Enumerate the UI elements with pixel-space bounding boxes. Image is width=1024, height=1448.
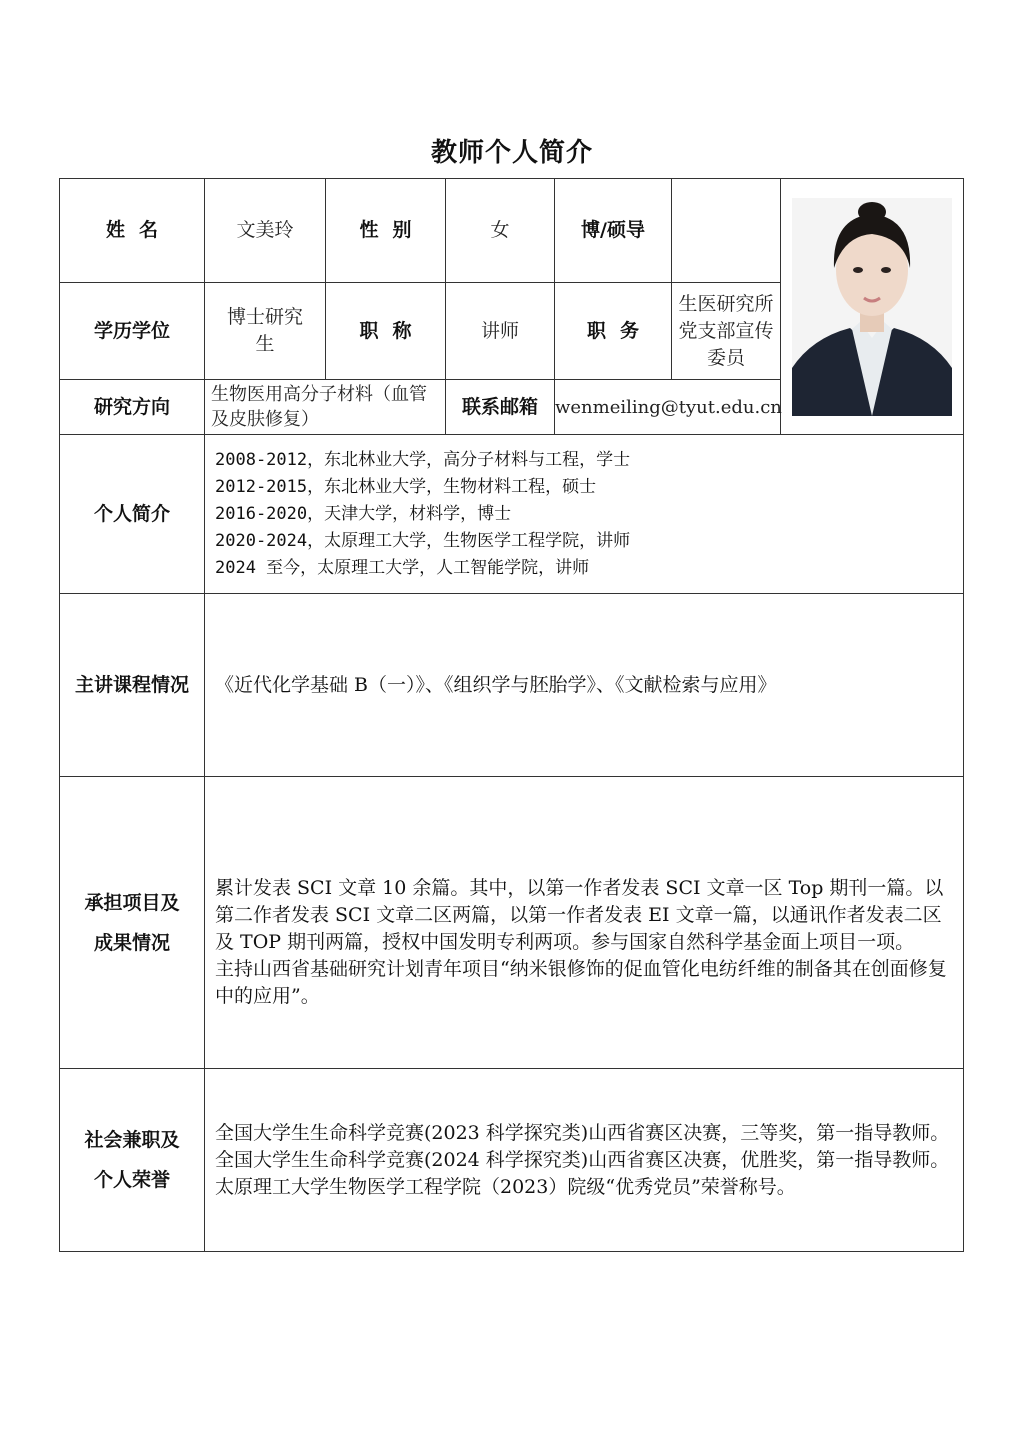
page-title: 教师个人简介 <box>430 138 593 168</box>
honors-paragraph: 全国大学生生命科学竞赛(2024 科学探究类)山西省赛区决赛，优胜奖，第一指导教师。 <box>215 1148 950 1171</box>
gender-label: 性别 <box>326 179 446 283</box>
honors-label: 社会兼职及 个人荣誉 <box>60 1069 205 1252</box>
bio-line: 2012-2015，东北林业大学，生物材料工程，硕士 <box>215 476 597 497</box>
research-label: 研究方向 <box>60 380 205 435</box>
bio-content <box>205 435 964 594</box>
bio-line: 2008-2012，东北林业大学，高分子材料与工程，学士 <box>215 449 631 470</box>
name-value: 文美玲 <box>205 179 326 283</box>
bio-line: 2016-2020，天津大学，材料学，博士 <box>215 503 512 524</box>
profile-table <box>59 178 964 1252</box>
research-value: 生物医用高分子材料（血管及皮肤修复） <box>205 380 446 435</box>
rank-value: 讲师 <box>446 283 555 380</box>
projects-content <box>205 777 964 1069</box>
honors-paragraph: 全国大学生生命科学竞赛(2023 科学探究类)山西省赛区决赛，三等奖，第一指导教师。 <box>215 1121 950 1144</box>
supervisor-label: 博/硕导 <box>555 179 672 283</box>
projects-paragraph: 主持山西省基础研究计划青年项目“纳米银修饰的促血管化电纺纤维的制备其在创面修复中的应用”。 <box>215 958 947 1007</box>
honors-paragraph: 太原理工大学生物医学工程学院（2023）院级“优秀党员”荣誉称号。 <box>215 1175 796 1198</box>
bio-line: 2024 至今，太原理工大学，人工智能学院，讲师 <box>215 557 590 578</box>
courses-label: 主讲课程情况 <box>60 594 205 777</box>
email-value: wenmeiling@tyut.edu.cn <box>555 380 781 435</box>
portrait-photo <box>792 198 952 416</box>
bio-label: 个人简介 <box>60 435 205 594</box>
projects-paragraph: 累计发表 SCI 文章 10 余篇。其中，以第一作者发表 SCI 文章一区 Top 期刊一篇。以第二作者发表 SCI 文章二区两篇，以第一作者发表 EI 文章一篇，以通讯作者发表二区及 TOP 期刊两篇，授权中国发明专利两项。参与国家自然科学基金面上项目一项。 <box>215 877 944 953</box>
honors-content <box>205 1069 964 1252</box>
rank-label: 职称 <box>326 283 446 380</box>
photo-cell <box>781 179 964 435</box>
supervisor-value <box>672 179 781 283</box>
duty-label: 职务 <box>555 283 672 380</box>
email-label: 联系邮箱 <box>446 380 555 435</box>
projects-label: 承担项目及 成果情况 <box>60 777 205 1069</box>
gender-value: 女 <box>446 179 555 283</box>
bio-line: 2020-2024，太原理工大学，生物医学工程学院，讲师 <box>215 530 631 551</box>
education-value: 博士研究生 <box>205 283 326 380</box>
name-label: 姓名 <box>60 179 205 283</box>
education-label: 学历学位 <box>60 283 205 380</box>
duty-value: 生医研究所党支部宣传委员 <box>672 283 781 380</box>
courses-content: 《近代化学基础 B（一）》、《组织学与胚胎学》、《文献检索与应用》 <box>205 594 964 777</box>
